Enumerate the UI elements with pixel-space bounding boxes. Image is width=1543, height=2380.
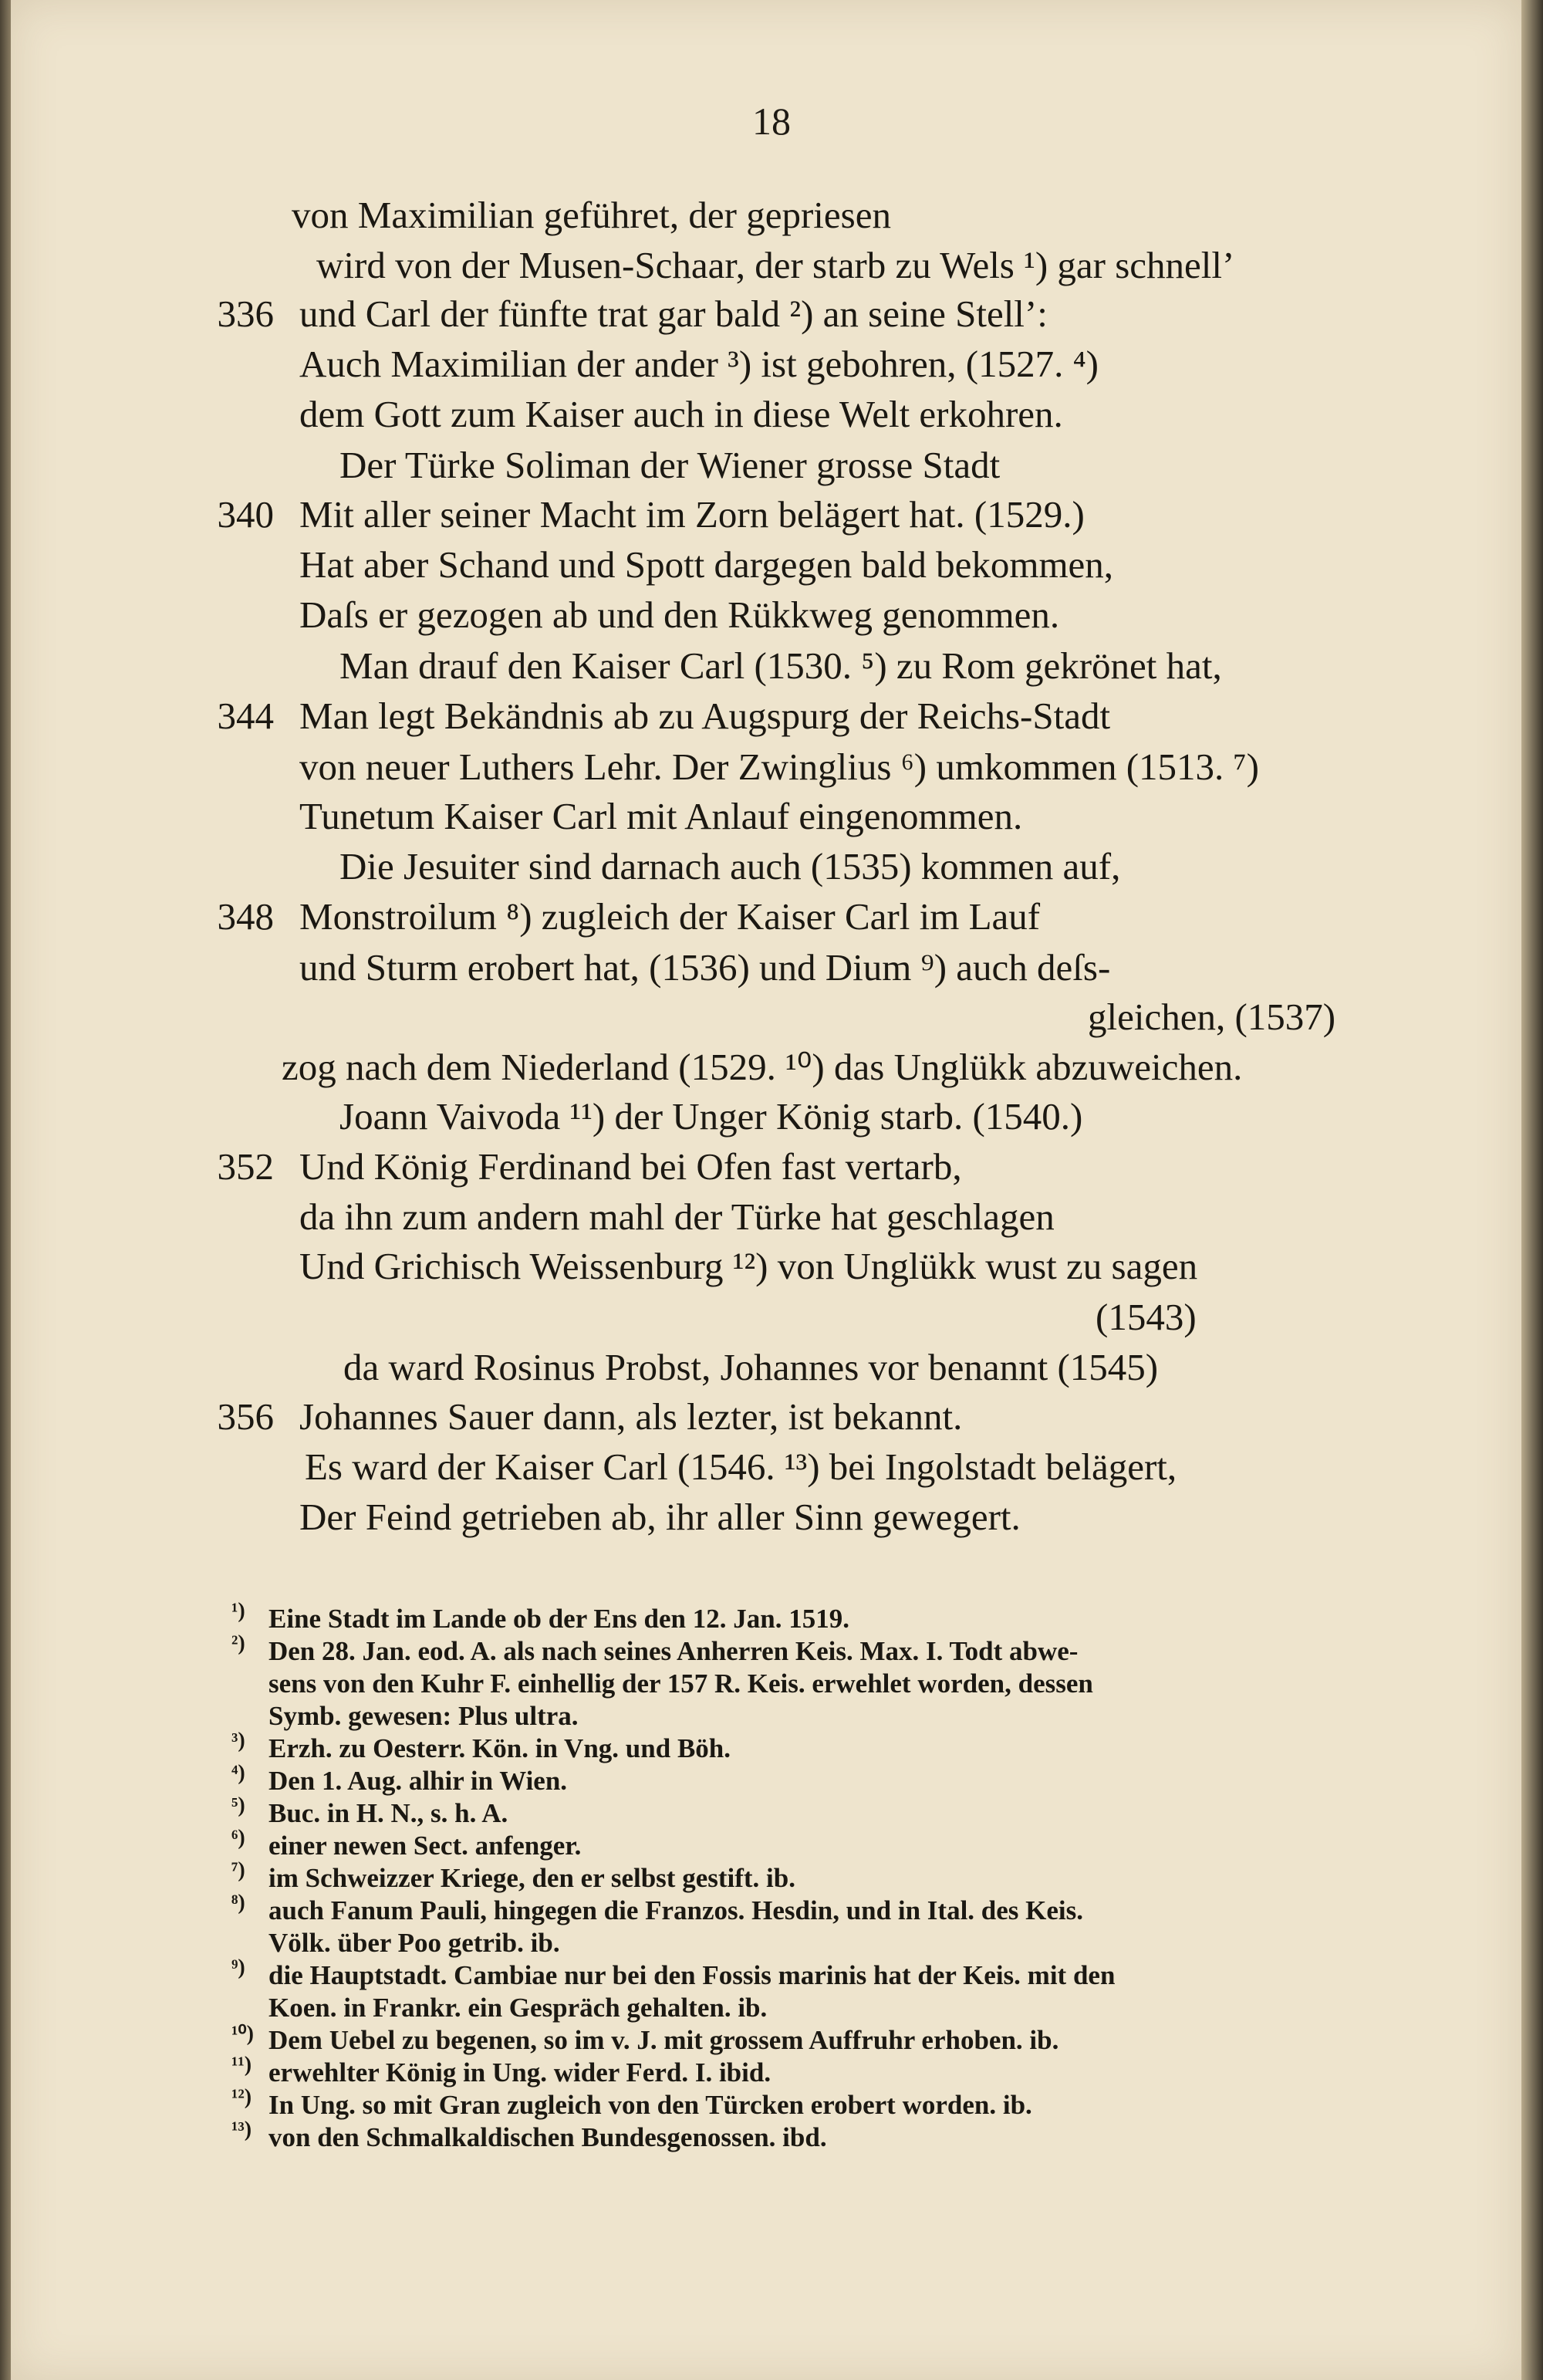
verse-text: Monstroilum ⁸) zugleich der Kaiser Carl im Lauf xyxy=(299,895,1041,938)
footnote-mark: ⁴) xyxy=(231,1761,245,1785)
footnote-text: von den Schmalkaldischen Bundesgenossen. ibd. xyxy=(268,2122,827,2152)
verse-text: von Maximilian geführet, der gepriesen xyxy=(292,194,891,236)
verse-text: von neuer Luthers Lehr. Der Zwinglius ⁶) umkommen (1513. ⁷) xyxy=(299,745,1259,788)
footnote-text: Den 28. Jan. eod. A. als nach seines Anherren Keis. Max. I. Todt abwe- xyxy=(268,1636,1079,1666)
verse-text: Mit aller seiner Macht im Zorn belägert hat. (1529.) xyxy=(299,493,1085,536)
line-number: 344 xyxy=(217,695,274,737)
footnote-text: sens von den Kuhr F. einhellig der 157 R. Keis. erwehlet worden, dessen xyxy=(268,1668,1093,1699)
verse-text: (1543) xyxy=(1096,1296,1197,1338)
verse-text: Hat aber Schand und Spott dargegen bald bekommen, xyxy=(299,543,1114,586)
footnote-text: Symb. gewesen: Plus ultra. xyxy=(268,1701,579,1731)
footnote-text: Eine Stadt im Lande ob der Ens den 12. Jan. 1519. xyxy=(268,1604,849,1634)
verse-text: Daſs er gezogen ab und den Rükkweg genommen. xyxy=(299,593,1060,636)
verse-text: Johannes Sauer dann, als lezter, ist bekannt. xyxy=(299,1395,963,1438)
footnote-mark: ¹³) xyxy=(231,2118,252,2142)
footnote-mark: ³) xyxy=(231,1729,245,1753)
line-number: 356 xyxy=(217,1395,274,1438)
footnote-mark: ⁹) xyxy=(231,1956,245,1979)
line-number: 336 xyxy=(217,292,274,335)
line-number: 352 xyxy=(217,1145,274,1188)
footnote-mark: ¹⁰) xyxy=(231,2022,254,2046)
page-number: 18 xyxy=(752,100,791,143)
footnote-mark: ⁶) xyxy=(231,1826,245,1850)
footnote-mark: ⁵) xyxy=(231,1793,245,1817)
footnote-text: Den 1. Aug. alhir in Wien. xyxy=(268,1766,568,1796)
verse-text: und Sturm erobert hat, (1536) und Dium ⁹) auch deſs- xyxy=(299,946,1111,989)
verse-text: Die Jesuiter sind darnach auch (1535) kommen auf, xyxy=(339,845,1121,887)
footnote-mark: ⁸) xyxy=(231,1891,245,1915)
verse-text: Und Grichisch Weissenburg ¹²) von Unglükk wust zu sagen xyxy=(299,1245,1198,1287)
footnote-text: Erzh. zu Oesterr. Kön. in Vng. und Böh. xyxy=(268,1733,731,1763)
footnote-text: Koen. in Frankr. ein Gespräch gehalten. ib. xyxy=(268,1993,768,2023)
verse-text: da ward Rosinus Probst, Johannes vor benannt (1545) xyxy=(343,1346,1159,1388)
footnote-text: Völk. über Poo getrib. ib. xyxy=(268,1928,560,1958)
footnote-text: auch Fanum Pauli, hingegen die Franzos. Hesdin, und in Ital. des Keis. xyxy=(268,1895,1084,1925)
verse-text: zog nach dem Niederland (1529. ¹⁰) das Unglükk abzuweichen. xyxy=(282,1046,1243,1088)
footnote-mark: ¹²) xyxy=(231,2085,252,2109)
verse-text: und Carl der fünfte trat gar bald ²) an seine Stell’: xyxy=(299,292,1048,335)
page-edge-left xyxy=(0,0,11,2380)
footnote-text: erwehlter König in Ung. wider Ferd. I. ibid. xyxy=(268,2057,772,2088)
verse-text: wird von der Musen-Schaar, der starb zu Wels ¹) gar schnell’ xyxy=(316,244,1235,286)
footnote-text: einer newen Sect. anfenger. xyxy=(268,1831,582,1861)
verse-text: Auch Maximilian der ander ³) ist gebohren, (1527. ⁴) xyxy=(299,343,1099,385)
verse-text: Und König Ferdinand bei Ofen fast vertarb, xyxy=(299,1145,962,1188)
footnote-mark: ¹¹) xyxy=(231,2053,252,2077)
footnote-text: Buc. in H. N., s. h. A. xyxy=(268,1798,508,1828)
footnote-text: In Ung. so mit Gran zugleich von den Türcken erobert worden. ib. xyxy=(268,2090,1032,2120)
line-number: 340 xyxy=(217,493,274,536)
footnote-text: im Schweizzer Kriege, den er selbst gestift. ib. xyxy=(268,1863,795,1893)
verse-text: gleichen, (1537) xyxy=(1088,996,1336,1038)
verse-text: Joann Vaivoda ¹¹) der Unger König starb. (1540.) xyxy=(339,1095,1083,1138)
verse-text: Man drauf den Kaiser Carl (1530. ⁵) zu Rom gekrönet hat, xyxy=(339,644,1222,687)
verse-text: dem Gott zum Kaiser auch in diese Welt erkohren. xyxy=(299,393,1063,435)
footnote-mark: ²) xyxy=(231,1631,245,1655)
verse-text: Der Feind getrieben ab, ihr aller Sinn gewegert. xyxy=(299,1496,1021,1538)
footnote-mark: ¹) xyxy=(231,1599,245,1623)
verse-text: da ihn zum andern mahl der Türke hat geschlagen xyxy=(299,1195,1055,1238)
footnote-mark: ⁷) xyxy=(231,1858,245,1882)
footnote-text: Dem Uebel zu begenen, so im v. J. mit grossem Auffruhr erhoben. ib. xyxy=(268,2025,1059,2055)
verse-text: Der Türke Soliman der Wiener grosse Stadt xyxy=(339,444,1001,486)
verse-text: Tunetum Kaiser Carl mit Anlauf eingenommen. xyxy=(299,795,1023,837)
line-number: 348 xyxy=(217,895,274,938)
verse-text: Man legt Bekändnis ab zu Augspurg der Reichs-Stadt xyxy=(299,695,1111,737)
verse-text: Es ward der Kaiser Carl (1546. ¹³) bei Ingolstadt belägert, xyxy=(305,1445,1177,1488)
page-edge-right xyxy=(1521,0,1543,2380)
footnote-text: die Hauptstadt. Cambiae nur bei den Fossis marinis hat der Keis. mit den xyxy=(268,1960,1116,1990)
